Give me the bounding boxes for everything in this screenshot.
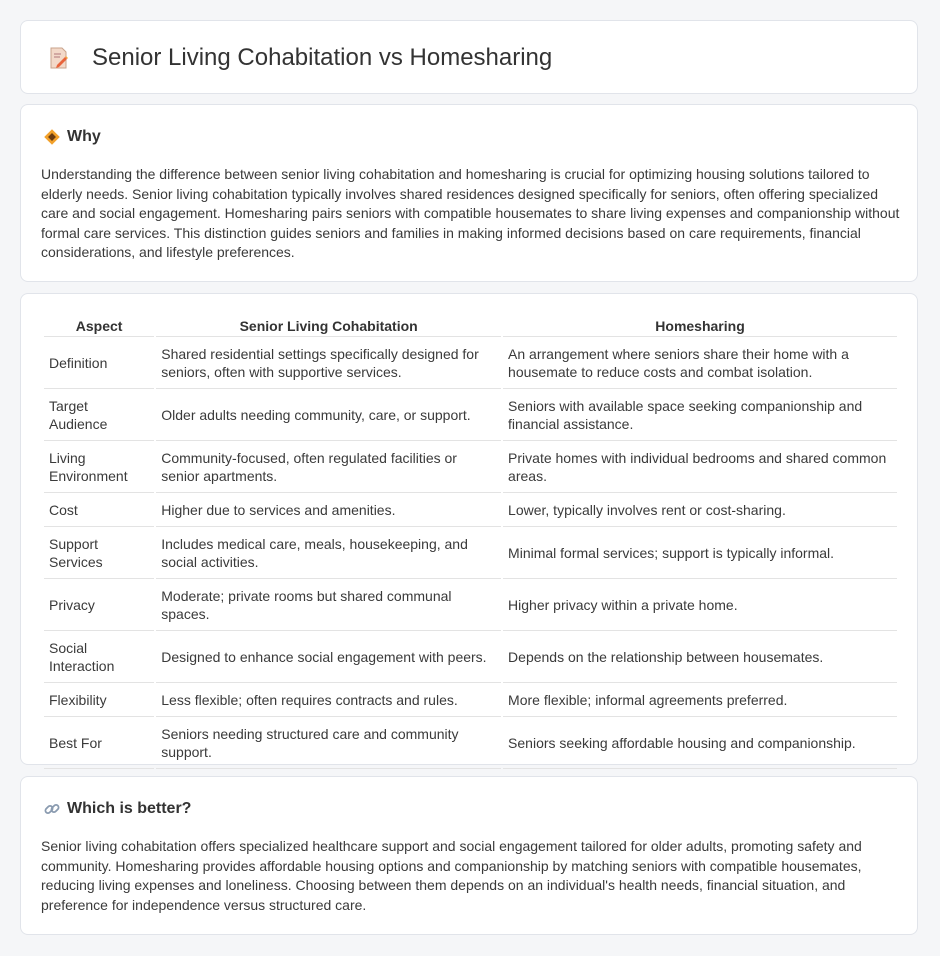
why-text: Understanding the difference between senior living cohabitation and homesharing is crucial for optimizing housing solutions tailored to elderly needs. Senior living cohabitation typically involves shared residences designed specifically for seniors, often offering specialized care and social engagement. Homesharing pairs seniors with compatible housemates to share living expenses and companionship without formal care services. This distinction guides seniors and families in making informed decisions based on care requirements, financial considerations, and lifestyle preferences. [41, 166, 900, 261]
table-row [44, 443, 897, 493]
row-aspect: Living Environment [44, 443, 154, 493]
comparison-table [42, 314, 899, 771]
why-section [20, 104, 918, 282]
table-row [44, 685, 897, 717]
row-homesharing: Higher privacy within a private home. [503, 581, 897, 631]
header-cohabitation: Senior Living Cohabitation [156, 316, 501, 337]
better-heading: Which is better? [67, 800, 192, 817]
row-aspect: Flexibility [44, 685, 154, 717]
table-row [44, 339, 897, 389]
row-aspect: Definition [44, 339, 154, 389]
diamond-sign-icon [43, 128, 61, 146]
header-homesharing: Homesharing [503, 316, 897, 337]
row-homesharing: Minimal formal services; support is typically informal. [503, 529, 897, 579]
row-cohabitation: Designed to enhance social engagement with peers. [156, 633, 501, 683]
row-aspect: Target Audience [44, 391, 154, 441]
row-homesharing: Lower, typically involves rent or cost-sharing. [503, 495, 897, 527]
row-cohabitation: Seniors needing structured care and community support. [156, 719, 501, 769]
table-row [44, 495, 897, 527]
row-aspect: Support Services [44, 529, 154, 579]
why-heading: Why [67, 128, 101, 145]
row-homesharing: Seniors with available space seeking companionship and financial assistance. [503, 391, 897, 441]
header-aspect: Aspect [44, 316, 154, 337]
row-cohabitation: Moderate; private rooms but shared communal spaces. [156, 581, 501, 631]
row-cohabitation: Higher due to services and amenities. [156, 495, 501, 527]
page-title: Senior Living Cohabitation vs Homesharing [92, 44, 553, 71]
row-cohabitation: Community-focused, often regulated facilities or senior apartments. [156, 443, 501, 493]
row-aspect: Cost [44, 495, 154, 527]
table-row [44, 391, 897, 441]
row-aspect: Privacy [44, 581, 154, 631]
row-aspect: Social Interaction [44, 633, 154, 683]
row-homesharing: Depends on the relationship between housemates. [503, 633, 897, 683]
row-cohabitation: Shared residential settings specifically designed for seniors, often with supportive services. [156, 339, 501, 389]
title-card [20, 20, 918, 94]
row-homesharing: Private homes with individual bedrooms and shared common areas. [503, 443, 897, 493]
row-homesharing: An arrangement where seniors share their home with a housemate to reduce costs and combat isolation. [503, 339, 897, 389]
row-homesharing: More flexible; informal agreements preferred. [503, 685, 897, 717]
document-edit-icon [47, 46, 71, 70]
row-homesharing: Seniors seeking affordable housing and companionship. [503, 719, 897, 769]
table-row [44, 719, 897, 769]
better-text: Senior living cohabitation offers specialized healthcare support and social engagement tailored for older adults, promoting safety and community. Homesharing provides affordable housing options and companionship by matching seniors with compatible housemates, reducing living expenses and loneliness. Choosing between them depends on an individual's health needs, financial situation, and preference for independence versus structured care. [41, 838, 862, 913]
table-row [44, 529, 897, 579]
row-aspect: Best For [44, 719, 154, 769]
link-icon [43, 800, 61, 818]
table-row [44, 581, 897, 631]
which-is-better-section [20, 776, 918, 935]
table-header-row [44, 316, 897, 337]
comparison-card [20, 293, 918, 765]
row-cohabitation: Less flexible; often requires contracts and rules. [156, 685, 501, 717]
row-cohabitation: Includes medical care, meals, housekeeping, and social activities. [156, 529, 501, 579]
table-row [44, 633, 897, 683]
row-cohabitation: Older adults needing community, care, or support. [156, 391, 501, 441]
